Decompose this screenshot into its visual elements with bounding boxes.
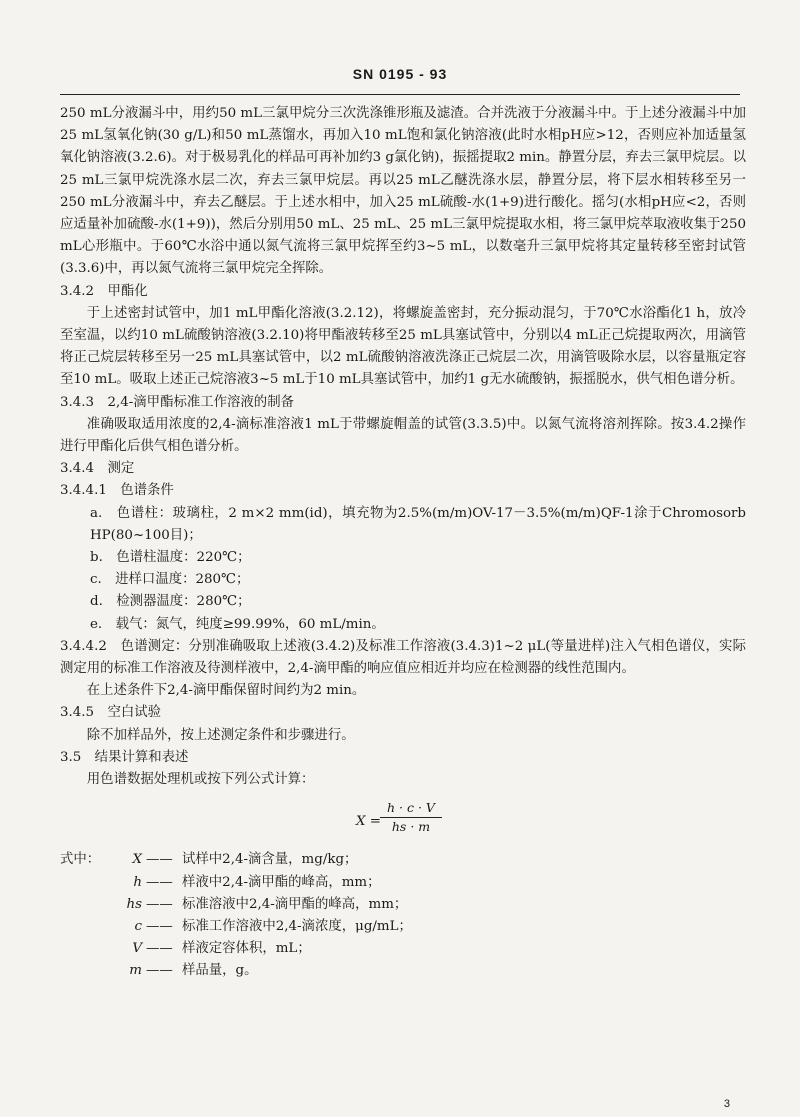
document-header-code: SN 0195 - 93	[352, 66, 448, 82]
paragraph-calculation-intro: 用色谱数据处理机或按下列公式计算：	[86, 772, 315, 788]
formula-numerator: h · c · V	[380, 799, 442, 818]
variable-symbol: c	[134, 918, 142, 934]
variable-row	[60, 894, 746, 916]
variable-dash: ——	[146, 874, 173, 890]
variable-symbol: X	[132, 852, 142, 868]
document-body	[60, 103, 746, 983]
condition-a: a. 色谱柱：玻璃柱，2 m×2 mm(id)，填充物为2.5%(m/m)OV-17－3.5%(m/m)QF-1涂于Chromosorb HP(80~100目)；	[90, 505, 746, 543]
variable-row	[60, 849, 746, 871]
variable-symbol: m	[129, 963, 142, 979]
header-rule	[60, 94, 740, 95]
variable-dash: ——	[146, 941, 173, 957]
variable-dash: ——	[146, 852, 173, 868]
condition-d: d. 检测器温度：280℃；	[90, 594, 251, 610]
where-lead: 式中：	[60, 852, 101, 868]
paragraph-methylation: 于上述密封试管中，加1 mL甲酯化溶液(3.2.12)，将螺旋盖密封，充分振动混匀，于70℃水浴酯化1 h，放冷至室温，以约10 mL硫酸钠溶液(3.2.10)将甲酯液转移至25 mL具塞试管中，分别以4 mL正己烷提取两次，用滴管将正己烷层转移至另一25 mL具塞试管中，以2 mL硫酸钠溶液洗涤正己烷层二次，用滴管吸除水层，以容量瓶定容至10 mL。吸取上述正己烷溶液3~5 mL于10 mL具塞试管中，加约1 g无水硫酸钠，振摇脱水，供气相色谱分析。	[60, 305, 746, 388]
variable-dash: ——	[146, 896, 173, 912]
section-3-4-4-1-title: 3.4.4.1 色谱条件	[60, 483, 174, 499]
variable-definitions	[60, 849, 746, 982]
formula-lhs: X =	[356, 814, 382, 830]
variable-dash: ——	[146, 918, 173, 934]
variable-symbol: hs	[126, 896, 142, 912]
condition-c: c. 进样口温度：280℃；	[90, 572, 250, 588]
variable-dash: ——	[146, 963, 173, 979]
variable-description: 标准工作溶液中2,4-滴浓度，μg/mL；	[182, 918, 412, 934]
paragraph-extraction: 250 mL分液漏斗中，用约50 mL三氯甲烷分三次洗涤锥形瓶及滤渣。合并洗液于分液漏斗中。于上述分液漏斗中加25 mL氢氧化钠(30 g/L)和50 mL蒸馏水，再加入10 mL饱和氯化钠溶液(此时水相pH应>12，否则应补加适量氢氧化钠溶液(3.2.6)。对于极易乳化的样品可再补加约3 g氯化钠)，振摇提取2 min。静置分层，弃去三氯甲烷层。以25 mL三氯甲烷洗涤水层二次，弃去三氯甲烷层。再以25 mL乙醚洗涤水层，静置分层，将下层水相转移至另一250 mL分液漏斗中，弃去乙醚层。于上述水相中，加入25 mL硫酸-水(1+9)进行酸化。摇匀(水相pH应<2，否则应适量补加硫酸-水(1+9))，然后分别用50 mL、25 mL、25 mL三氯甲烷提取水相，将三氯甲烷萃取液收集于250 mL心形瓶中。于60℃水浴中通以氮气流将三氯甲烷挥至约3~5 mL，以数毫升三氯甲烷将其定量转移至密封试管(3.3.6)中，再以氮气流将三氯甲烷完全挥除。	[60, 106, 746, 277]
paragraph-chromatographic-determination: 3.4.4.2 色谱测定：分别准确吸取上述液(3.4.2)及标准工作溶液(3.4.3)1~2 μL(等量进样)注入气相色谱仪，实际测定用的标准工作溶液及待测样液中，2,4-滴甲酯的响应值应相近并均应在检测器的线性范围内。	[60, 638, 746, 677]
section-3-4-5-title: 3.4.5 空白试验	[60, 705, 162, 721]
variable-description: 样液定容体积，mL；	[182, 941, 311, 957]
variable-row	[60, 960, 746, 982]
formula-fraction	[380, 799, 442, 836]
paragraph-blank-test: 除不加样品外，按上述测定条件和步骤进行。	[86, 727, 355, 743]
variable-row	[60, 938, 746, 960]
paragraph-retention-time: 在上述条件下2,4-滴甲酯保留时间约为2 min。	[86, 683, 366, 699]
section-3-5-title: 3.5 结果计算和表述	[60, 749, 189, 765]
condition-e: e. 载气：氮气，纯度≥99.99%，60 mL/min。	[90, 616, 385, 632]
variable-description: 样品量，g。	[182, 963, 258, 979]
condition-b: b. 色谱柱温度：220℃；	[90, 550, 251, 566]
variable-row	[60, 916, 746, 938]
section-3-4-3-title: 3.4.3 2,4-滴甲酯标准工作溶液的制备	[60, 394, 294, 410]
variable-symbol: h	[133, 874, 142, 890]
variable-description: 样液中2,4-滴甲酯的峰高，mm；	[182, 874, 381, 890]
section-3-4-2-title: 3.4.2 甲酯化	[60, 283, 148, 299]
variable-row	[60, 872, 746, 894]
variable-description: 试样中2,4-滴含量，mg/kg；	[182, 852, 358, 868]
section-3-4-4-title: 3.4.4 测定	[60, 461, 135, 477]
paragraph-standard-prep: 准确吸取适用浓度的2,4-滴标准溶液1 mL于带螺旋帽盖的试管(3.3.5)中。以氮气流将溶剂挥除。按3.4.2操作进行甲酯化后供气相色谱分析。	[60, 416, 746, 455]
variable-description: 标准溶液中2,4-滴甲酯的峰高，mm；	[182, 896, 408, 912]
variable-symbol: V	[132, 941, 142, 957]
result-formula	[60, 799, 746, 845]
formula-denominator: hs · m	[391, 819, 431, 835]
page-number: 3	[723, 1098, 730, 1110]
